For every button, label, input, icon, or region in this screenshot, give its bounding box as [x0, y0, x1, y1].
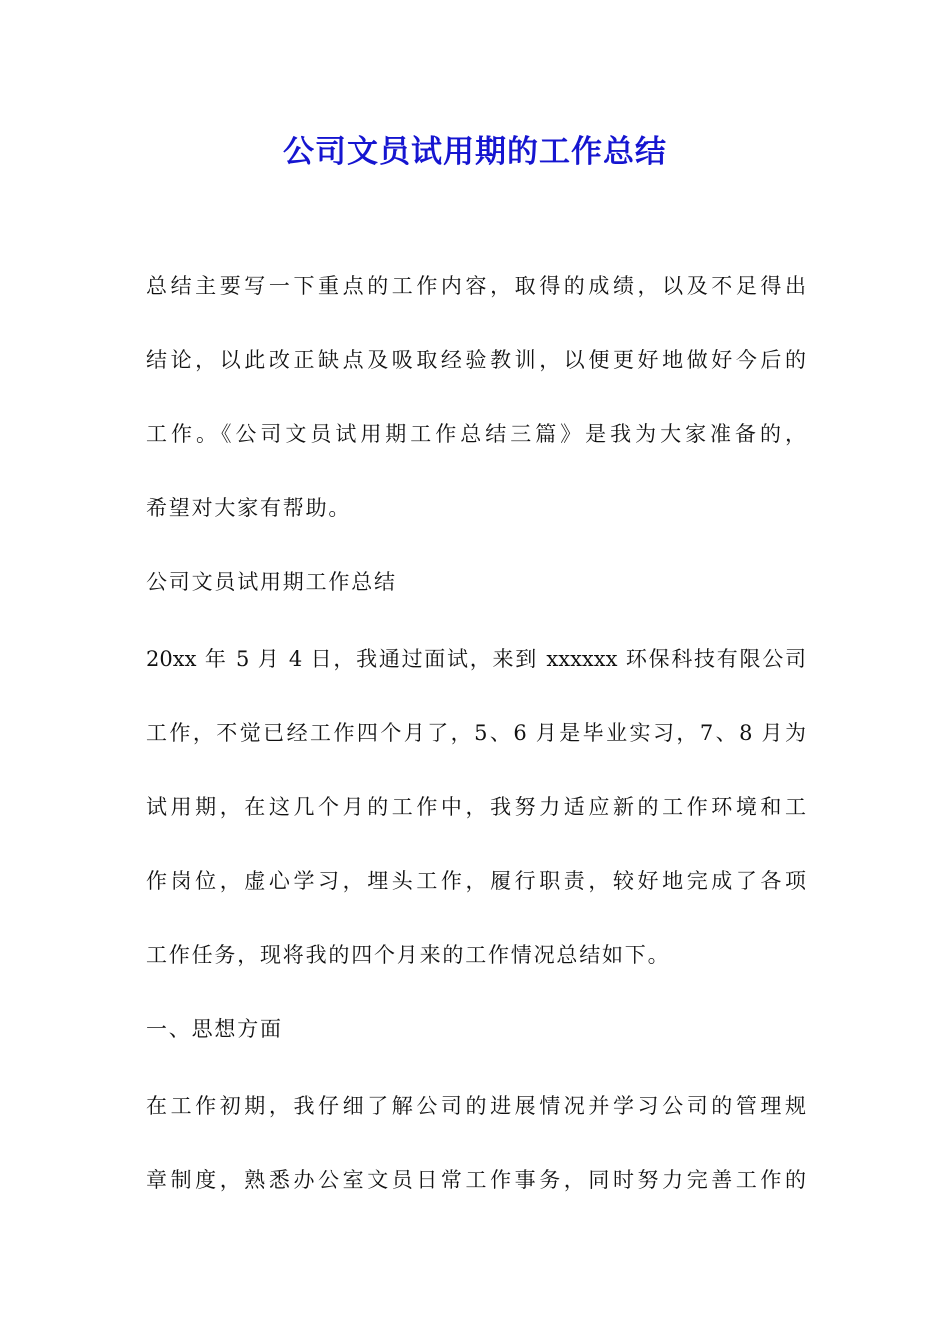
section-heading: 公司文员试用期工作总结 [146, 570, 397, 594]
body-line: 工作任务，现将我的四个月来的工作情况总结如下。 [146, 943, 671, 967]
body-line: 工作。《公司文员试用期工作总结三篇》是我为大家准备的， [146, 422, 806, 446]
document-title: 公司文员试用期的工作总结 [283, 134, 667, 170]
body-line: 在工作初期，我仔细了解公司的进展情况并学习公司的管理规 [146, 1094, 806, 1118]
body-line: 工作，不觉已经工作四个月了，5、6 月是毕业实习，7、8 月为 [146, 721, 806, 745]
body-line: 作岗位，虚心学习，埋头工作，履行职责，较好地完成了各项 [146, 869, 806, 893]
section-heading: 一、思想方面 [146, 1017, 283, 1041]
body-line: 总结主要写一下重点的工作内容，取得的成绩，以及不足得出 [146, 274, 806, 298]
body-line: 希望对大家有帮助。 [146, 496, 352, 520]
body-line: 试用期，在这几个月的工作中，我努力适应新的工作环境和工 [146, 795, 806, 819]
body-line: 结论，以此改正缺点及吸取经验教训，以便更好地做好今后的 [146, 348, 806, 372]
body-line: 20xx 年 5 月 4 日，我通过面试，来到 xxxxxx 环保科技有限公司 [146, 647, 806, 671]
body-line: 章制度，熟悉办公室文员日常工作事务，同时努力完善工作的 [146, 1168, 806, 1192]
